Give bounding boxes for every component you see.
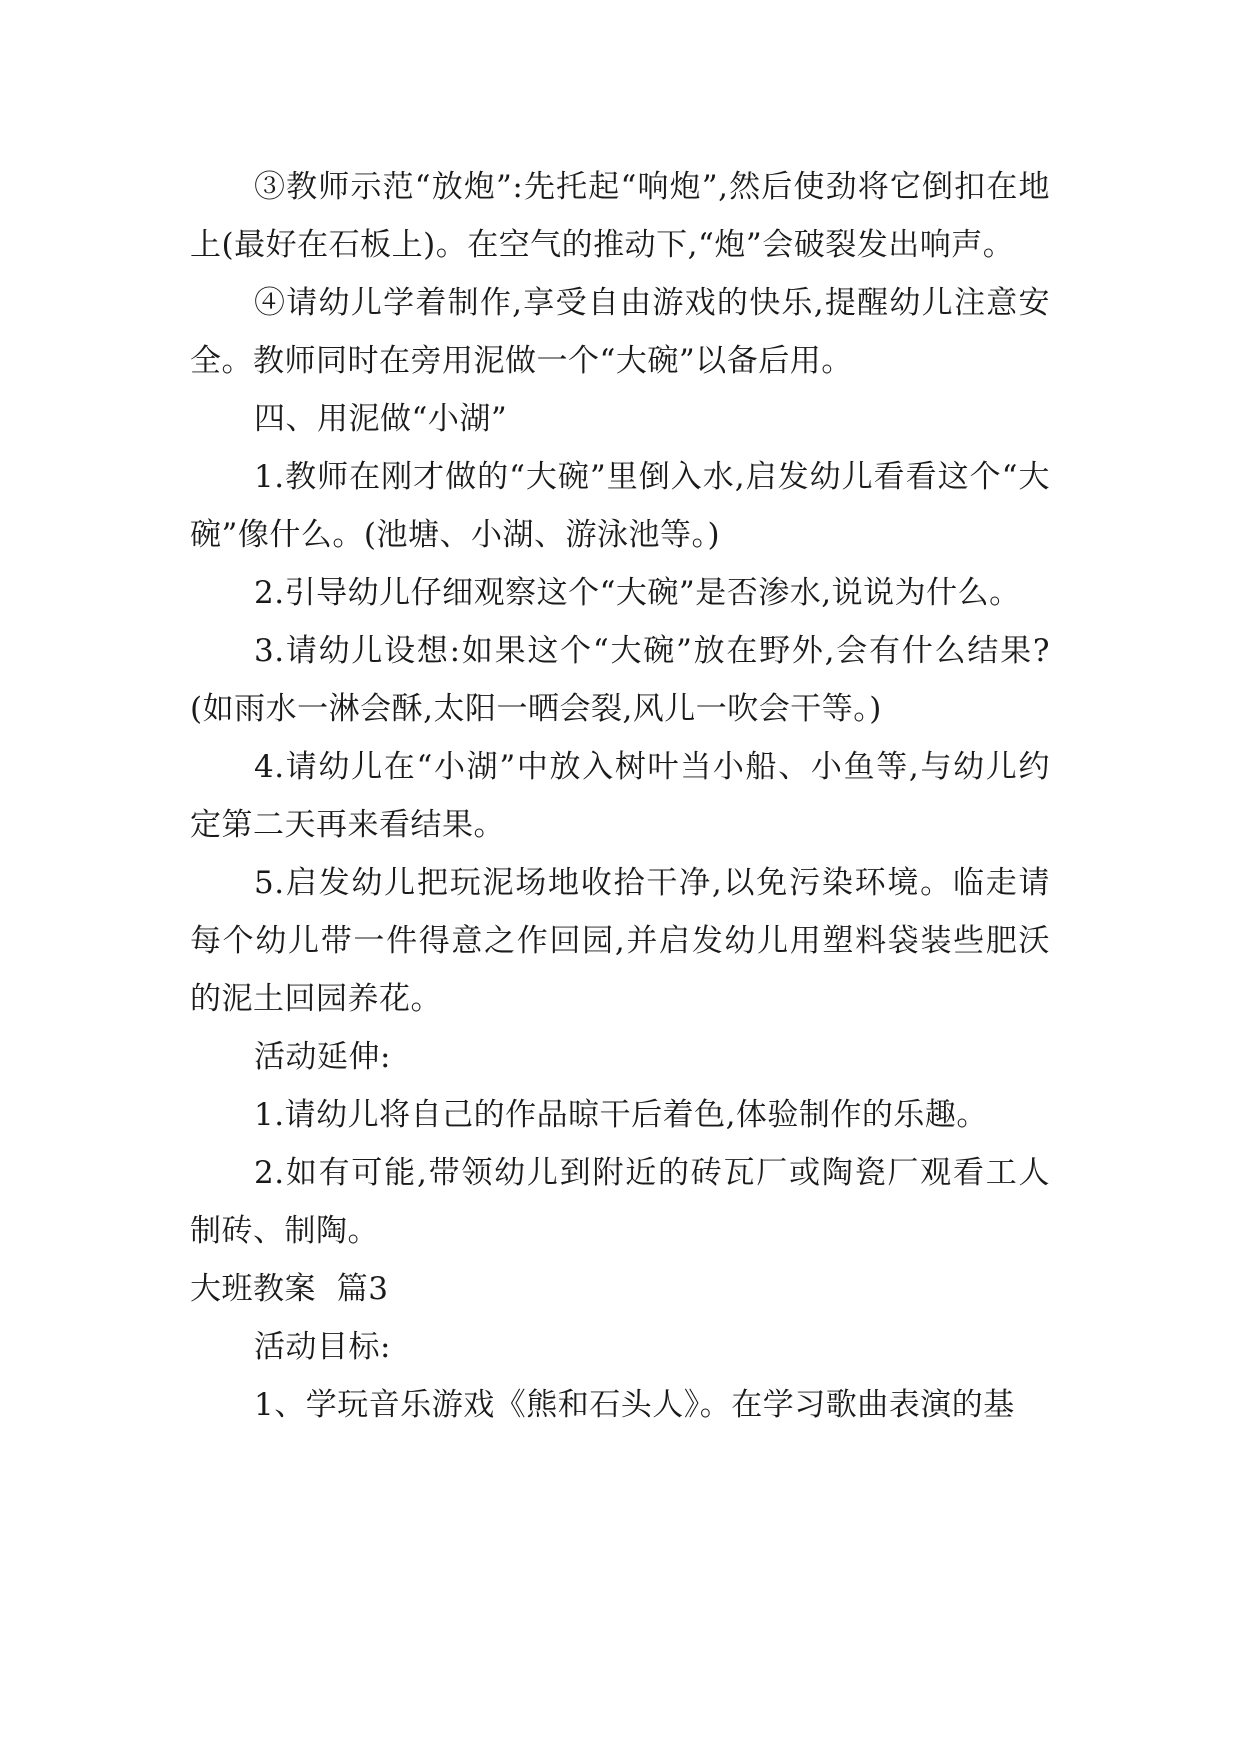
paragraph: 5.启发幼儿把玩泥场地收拾干净,以免污染环境。临走请每个幼儿带一件得意之作回园,并启发幼儿用塑料袋装些肥沃的泥土回园养花。 <box>190 865 1050 1017</box>
paragraph: ④请幼儿学着制作,享受自由游戏的快乐,提醒幼儿注意安全。教师同时在旁用泥做一个“大碗”以备后用。 <box>190 285 1050 379</box>
paragraph: 2.引导幼儿仔细观察这个“大碗”是否渗水,说说为什么。 <box>254 575 1021 611</box>
paragraph: 1.教师在刚才做的“大碗”里倒入水,启发幼儿看看这个“大碗”像什么。(池塘、小湖、游泳池等。) <box>190 459 1050 553</box>
paragraph: 4.请幼儿在“小湖”中放入树叶当小船、小鱼等,与幼儿约定第二天再来看结果。 <box>190 749 1050 843</box>
document-page <box>190 158 1050 1434</box>
section-heading: 四、用泥做“小湖” <box>254 401 508 437</box>
paragraph: 1.请幼儿将自己的作品晾干后着色,体验制作的乐趣。 <box>254 1097 988 1133</box>
paragraph: 2.如有可能,带领幼儿到附近的砖瓦厂或陶瓷厂观看工人制砖、制陶。 <box>190 1155 1050 1249</box>
paragraph: 1、学玩音乐游戏《熊和石头人》。在学习歌曲表演的基 <box>254 1387 1015 1423</box>
paragraph: 3.请幼儿设想:如果这个“大碗”放在野外,会有什么结果?(如雨水一淋会酥,太阳一晒会裂,风儿一吹会干等。) <box>190 633 1050 727</box>
paragraph: ③教师示范“放炮”:先托起“响炮”,然后使劲将它倒扣在地上(最好在石板上)。在空气的推动下,“炮”会破裂发出响声。 <box>190 169 1050 263</box>
subheading: 活动目标: <box>254 1329 391 1365</box>
subheading: 活动延伸: <box>254 1039 391 1075</box>
lesson-title: 大班教案 篇3 <box>190 1271 389 1307</box>
